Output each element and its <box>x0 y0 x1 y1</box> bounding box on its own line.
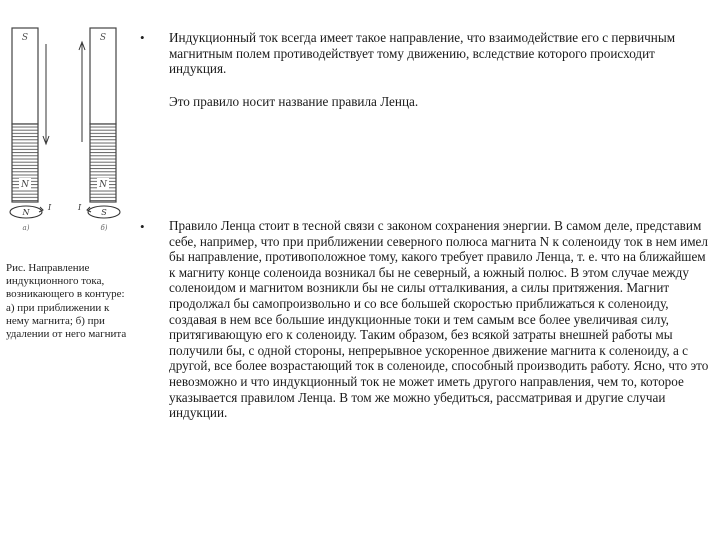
bullet-marker: • <box>140 30 145 45</box>
loop-b-sublabel: б) <box>100 224 108 232</box>
lenz-energy-explanation: Правило Ленца стоит в тесной связи с законом сохранения энергии. В самом деле, представим себе, например, что при приближении северного полюса магнита N к соленоиду ток в нем имел бы направление, противоположное тому, какого требует правило Ленца, т. е. что на ближайшем к магниту конце соленоида возникал бы не северный, а южный полюс. В этом случае между соленоидом и магнитом возникли бы не силы отталкивания, а силы притяжения. Магнит продолжал бы самопроизвольно и со все большей скоростью приближаться к соленоиду, создавая в нем все большие индукционные токи и тем самым все более увеличивая силу, притягивающую его к соленоиду. Таким образом, без всякой затраты внешней работы мы получили бы, с одной стороны, непрерывное ускоренное движение магнита к соленоиду, а с другой, все более возрастающий ток в соленоиде, способный производить работу. Ясно, что это невозможно и что индукционный ток не может иметь другого направления, чем то, которое указывается правилом Ленца. В том же можно убедиться, рассматривая и другие случаи индукции. <box>169 218 709 421</box>
lenz-rule-name: Это правило носит название правила Ленца. <box>169 94 419 109</box>
loop-a-current-label: I <box>48 203 52 212</box>
figure-caption: Рис. Направление индукционного тока, возникающего в контуре: а) при приближении к нему магнита; б) при удалении от него магнита <box>6 262 127 341</box>
current-loop-b <box>77 203 120 232</box>
bar-magnet-b <box>79 28 116 202</box>
magnet-b-bottom-pole: N <box>99 180 107 190</box>
loop-b-pole: S <box>101 208 107 217</box>
loop-a-sublabel: а) <box>22 224 30 232</box>
bullet-marker: • <box>140 219 145 234</box>
lenz-rule-statement: Индукционный ток всегда имеет такое направление, что взаимодействие его с первичным магнитным полем противодействует тому движению, вследствие которого происходит индукция. <box>169 30 676 77</box>
magnet-induction-figure <box>4 14 132 246</box>
magnet-a-top-pole: S <box>21 33 29 43</box>
current-loop-a <box>10 203 52 232</box>
magnet-b-top-pole: S <box>99 33 107 43</box>
loop-a-pole: N <box>22 208 30 217</box>
magnet-a-bottom-pole: N <box>21 180 29 190</box>
bar-magnet-a <box>12 28 49 202</box>
loop-b-current-label: I <box>78 203 82 212</box>
